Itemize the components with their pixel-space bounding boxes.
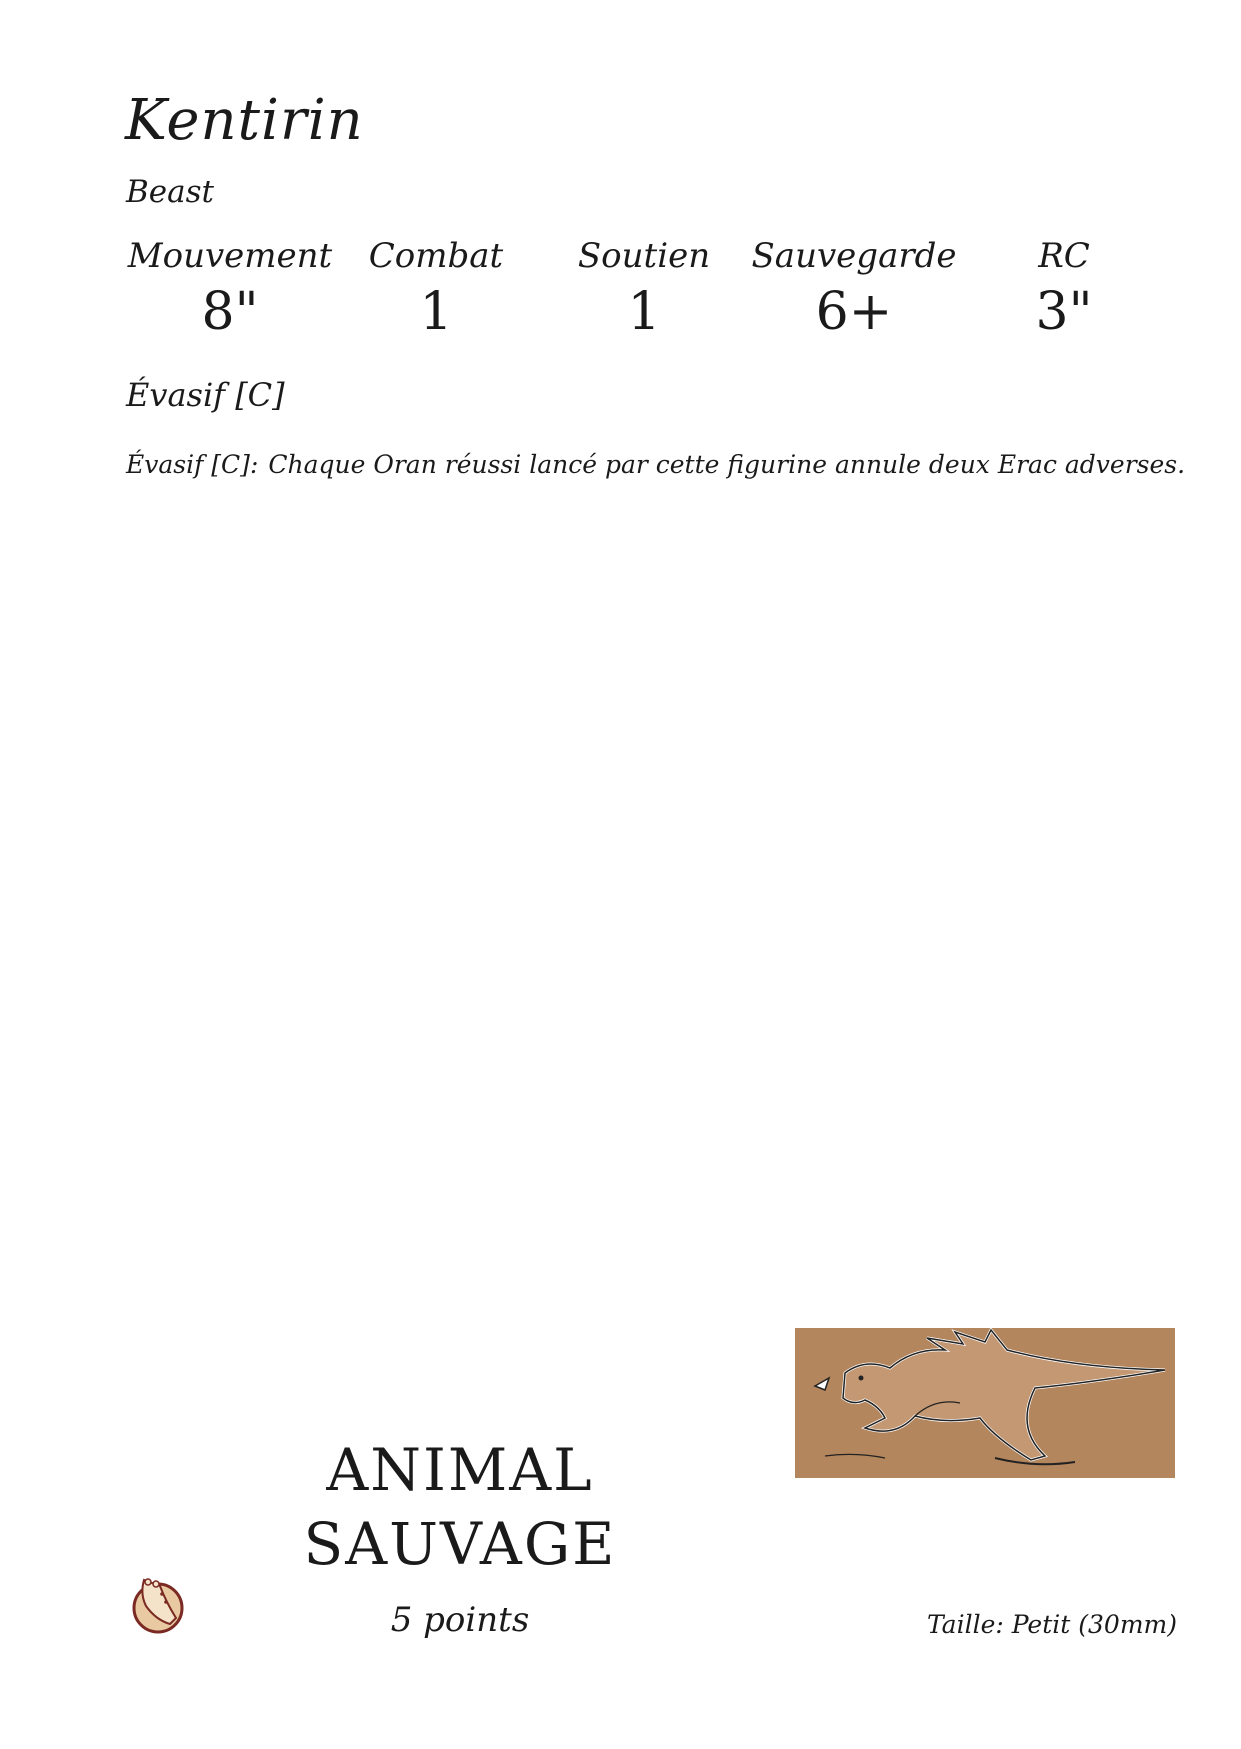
dice-hand-logo-icon xyxy=(126,1572,190,1636)
ability-description xyxy=(126,450,1186,479)
category-label xyxy=(260,1433,660,1581)
stat-label: RC xyxy=(1038,236,1090,276)
ability-name: Évasif [C] xyxy=(126,376,285,414)
stat-value: 8" xyxy=(201,282,259,342)
category-line-2: SAUVAGE xyxy=(303,1510,617,1578)
stat-save xyxy=(744,234,964,344)
stat-label: Mouvement xyxy=(127,236,333,276)
stat-rc xyxy=(954,234,1174,344)
running-beast-illustration xyxy=(795,1328,1175,1478)
stat-value: 3" xyxy=(1035,282,1093,342)
stat-support xyxy=(534,234,754,344)
size-label: Taille: Petit (30mm) xyxy=(926,1610,1177,1639)
stat-combat xyxy=(326,234,546,344)
stat-value: 1 xyxy=(627,282,661,342)
stat-label: Soutien xyxy=(577,236,711,276)
points-cost: 5 points xyxy=(390,1600,530,1640)
card-title: Kentirin xyxy=(125,88,364,153)
ability-desc-text: Chaque Oran réussi lancé par cette figurine annule deux Erac adverses. xyxy=(268,450,1186,479)
stat-movement xyxy=(120,234,340,344)
stat-label: Combat xyxy=(368,236,504,276)
stat-value: 1 xyxy=(419,282,453,342)
category-line-1: ANIMAL xyxy=(326,1436,594,1504)
stats-row xyxy=(120,234,1120,354)
card-type: Beast xyxy=(126,174,214,210)
beast-drawing xyxy=(795,1328,1175,1478)
stat-label: Sauvegarde xyxy=(751,236,957,276)
ability-desc-name: Évasif [C]: xyxy=(126,450,259,479)
stat-value: 6+ xyxy=(815,282,893,342)
logo-drawing xyxy=(126,1572,190,1636)
